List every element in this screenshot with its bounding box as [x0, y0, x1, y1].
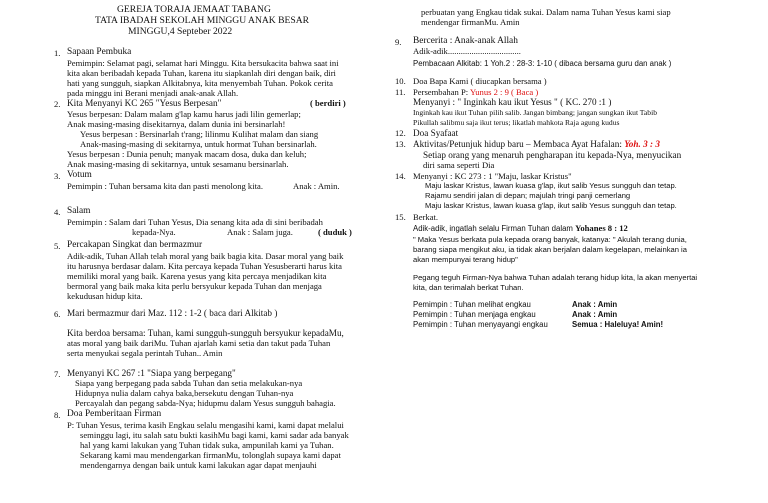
item-number: 9. — [395, 37, 402, 47]
song-title: Menyanyi : KC 273 : 1 "Maju, laskar Kristus" — [413, 171, 572, 181]
item-number: 1. — [54, 48, 61, 58]
song-line: Inginkah kau ikut Tuhan pilih salib. Jangan bimbang; jangan sungkan ikut Tabib — [413, 108, 657, 117]
blessing-line: Pegang teguh Firman-Nya bahwa Tuhan adalah terang hidup kita, la akan menyertai — [413, 273, 698, 282]
response-line: Pemimpin : Tuhan bersama kita dan pasti menolong kita. — [67, 181, 263, 191]
verse-line: akan mempunyai terang hidup" — [413, 255, 518, 264]
blessing-intro — [413, 223, 628, 234]
section-title: Kita Menyanyi KC 265 "Yesus Berpesan" — [67, 98, 222, 108]
prayer-line: Sekarang kami mau mendengarkan firmanMu, tolonglah supaya kami dapat — [80, 450, 341, 460]
song-line: Pikullah salibmu saja ikut terus; likatlah mahkota Raja agung kudus — [413, 118, 620, 127]
item-number: 5. — [54, 241, 61, 251]
paragraph-line: Pemimpin: Selamat pagi, selamat hari Minggu. Kita bersukacita bahwa saat ini — [67, 58, 339, 68]
response-line: Anak : Salam juga. — [227, 227, 293, 237]
section-title: Salam — [67, 206, 91, 216]
item-number: 11. — [395, 87, 406, 97]
section-title — [413, 87, 538, 97]
section-title: Doa Syafaat — [413, 128, 459, 138]
prayer-line: P: Tuhan Yesus, terima kasih Engkau selalu mengasihi kami, kami dapat melalui — [67, 420, 344, 430]
response-line: Pemimpin : Tuhan melihat engkau — [413, 300, 531, 309]
song-line: Maju laskar Kristus, lawan kuasa g'lap, ikut salib Yesus sungguh dan tetap. — [425, 181, 677, 190]
section-title: Bercerita : Anak-anak Allah — [413, 36, 518, 46]
song-line: Percayalah dan pegang sabda-Nya; hidupmu dalam Yesus sungguh bahagia. — [75, 398, 336, 408]
response-line: Pemimpin : Salam dari Tuhan Yesus, Dia senang kita ada di sini beribadah — [67, 217, 323, 227]
song-line: Anak masing-masing disekitarnya, dalam dunia ini bersinarlah! — [67, 119, 286, 129]
verse-line: barang siapa mengikut aku, ia tidak akan berjalan dalam kegelapan, melainkan ia — [413, 245, 687, 254]
paragraph-line: pada minggu ini Berani menjadi anak-anak Allah. — [67, 88, 239, 98]
response-line: Pemimpin : Tuhan menjaga engkau — [413, 310, 536, 319]
item-number: 13. — [395, 139, 406, 149]
song-line: Yesus berpesan : Dunia penuh; manyak macam dosa, duka dan keluh; — [67, 149, 307, 159]
response-line: Pemimpin : Tuhan menyayangi engkau — [413, 320, 548, 329]
blessing-line: kita, dan terimalah berkat Tuhan. — [413, 283, 524, 292]
paragraph-line: itu harusnya berdasar dalam. Kita percaya kepada Tuhan Yesusberarti harus kita — [67, 261, 342, 271]
response-line: Semua : Haleluya! Amin! — [572, 320, 664, 329]
song-line: Anak masing-masing di sekitarnya, untuk sesamanu bersinarlah. — [67, 159, 289, 169]
item-number: 14. — [395, 171, 406, 181]
section-title — [413, 139, 660, 149]
posture-note: ( duduk ) — [318, 227, 352, 237]
liturgy-title: TATA IBADAH SEKOLAH MINGGU ANAK BESAR — [95, 15, 310, 26]
section-title: Votum — [67, 170, 92, 180]
response-line: Anak : Amin — [572, 300, 618, 309]
church-name: GEREJA TORAJA JEMAAT TABANG — [117, 4, 271, 15]
item-number: 8. — [54, 410, 61, 420]
song-line: Anak-masing-masing di sekitarnya, untuk hormat Tuhan bersinarlah. — [80, 139, 317, 149]
blessing-verse-ref: Yohanes 8 : 12 — [575, 223, 628, 233]
prayer-line: perbuatan yang Engkau tidak sukai. Dalam nama Tuhan Yesus kami siap — [421, 7, 671, 17]
item-number: 2. — [54, 99, 61, 109]
item-number: 3. — [54, 171, 61, 181]
song-line: Yesus berpesan : Bersinarlah t'rang; lilinmu Kulihat malam dan siang — [80, 129, 319, 139]
memory-verse: diri sama seperti Dia — [423, 160, 495, 170]
paragraph-line: Adik-adik, Tuhan Allah telah moral yang baik bagia kita. Dasar moral yang baik — [67, 251, 344, 261]
song-line: Rajamu sendiri jalan di depan; majulah tringi panji cemerlang — [425, 191, 631, 200]
song-line: Maju laskar Kristus, lawan kuasa g'lap, ikut salib Yesus sungguh dan tetap. — [425, 201, 677, 210]
section-title: Sapaan Pembuka — [67, 47, 132, 57]
prayer-line: mendengar firmanMu. Amin — [421, 17, 520, 27]
activity-label: Aktivitas/Petunjuk hidup baru – Membaca Ayat Hafalan: — [413, 139, 625, 149]
response-line: Anak : Amin — [572, 310, 618, 319]
paragraph-line: kita akan beribadah kepada Tuhan, karena itu siapkanlah diri dengan baik, diri — [67, 68, 336, 78]
song-title: Menyanyi : " Inginkah kau ikut Yesus " ( KC. 270 :1 ) — [413, 97, 612, 107]
section-title: Menyanyi KC 267 :1 "Siapa yang berpegang" — [67, 368, 236, 378]
section-title: Doa Pemberitaan Firman — [67, 409, 162, 419]
offering-verse: Yunus 2 : 9 ( Baca ) — [469, 87, 539, 97]
prayer-line: hal yang kami lakukan yang Tuhan tidak suka, ampunilah kami ya Tuhan. — [80, 440, 334, 450]
prayer-line: mendengarnya dengan baik untuk kami lakukan agar dapat menjauhi — [80, 460, 317, 470]
offering-label: Persembahan P: — [413, 87, 470, 97]
song-line: Siapa yang berpegang pada sabda Tuhan dan setia melakukan-nya — [75, 378, 303, 388]
paragraph-line: hati yang sungguh, siapkan Alkitabnya, kita menyembah Tuhan. Pokok cerita — [67, 78, 333, 88]
item-number: 6. — [54, 309, 61, 319]
item-number: 15. — [395, 212, 406, 222]
prayer-line: serta menyukai segala perintah Tuhan.. Amin — [67, 348, 223, 358]
song-line: Hidupnya nulia dalam cahya baka,bersekutu dengan Tuhan-nya — [75, 388, 294, 398]
prayer-line: atas moral yang baik dariMu. Tuhan ajarlah kami setia dan takut pada Tuhan — [67, 338, 331, 348]
verse-line: " Maka Yesus berkata pula kepada orang banyak, katanya: " Akulah terang dunia, — [413, 235, 687, 244]
memory-verse-ref: Yoh. 3 : 3 — [624, 139, 660, 149]
item-number: 4. — [54, 207, 61, 217]
response-line: Anak : Amin. — [293, 181, 340, 191]
memory-verse: Setiap orang yang menaruh pengharapan itu kepada-Nya, menyucikan — [423, 150, 682, 160]
prayer-line: Kita berdoa bersama: Tuhan, kami sungguh-sungguh bersyukur kepadaMu, — [67, 328, 344, 338]
paragraph-line: memiliki moral yang baik. Karena yesus yang kita percaya menjadikan kita — [67, 271, 327, 281]
section-title: Mari bermazmur dari Maz. 112 : 1-2 ( baca dari Alkitab ) — [67, 308, 278, 318]
story-line: Adik-adik.................................. — [413, 46, 521, 56]
song-line: Yesus berpesan: Dalam malam g'lap kamu harus jadi lilin gemerlap; — [67, 109, 301, 119]
scripture-reading: Pembacaan Alkitab: 1 Yoh.2 : 28-3: 1-10 ( dibaca bersama guru dan anak ) — [413, 59, 672, 68]
section-title: Berkat. — [413, 212, 439, 222]
prayer-line: seminggu lagi, itu salah satu bukti kasihMu bagi kami, kami sadar ada banyak — [80, 430, 349, 440]
posture-note: ( berdiri ) — [310, 98, 346, 108]
item-number: 10. — [395, 76, 406, 86]
item-number: 12. — [395, 128, 406, 138]
blessing-intro-text: Adik-adik, ingatlah selalu Firman Tuhan dalam — [413, 224, 576, 233]
item-number: 7. — [54, 369, 61, 379]
section-title: Doa Bapa Kami ( diucapkan bersama ) — [413, 76, 547, 86]
service-date: MINGGU,4 Septeber 2022 — [128, 26, 233, 37]
paragraph-line: bermoral yang baik maka kita perlu bersyukur kepada Tuhan dan menjaga — [67, 281, 322, 291]
response-line: kepada-Nya. — [132, 227, 176, 237]
section-title: Percakapan Singkat dan bermazmur — [67, 240, 203, 250]
paragraph-line: kekudusan hidup kita. — [67, 291, 143, 301]
